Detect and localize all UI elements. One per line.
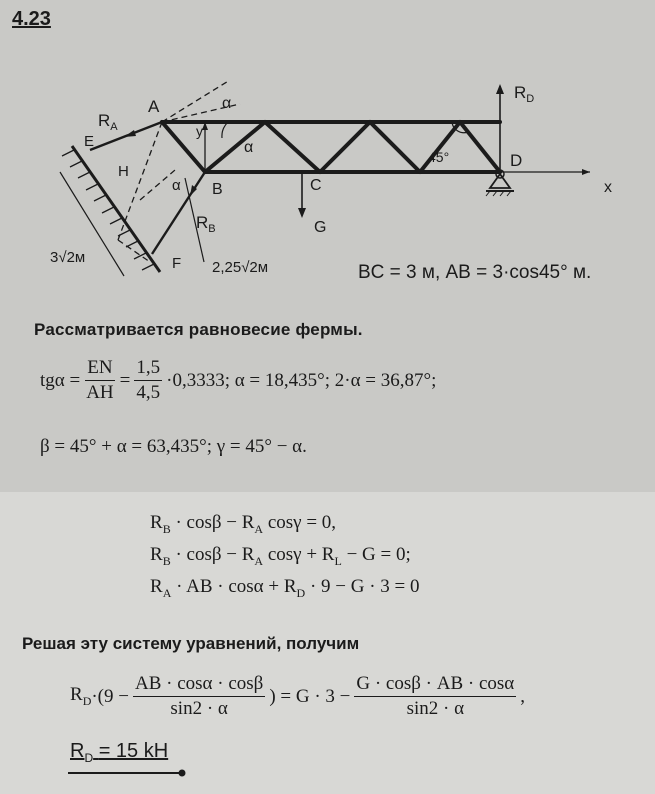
truss-diagram (0, 70, 655, 290)
force-RA-arrow (124, 130, 136, 137)
problem-number: 4.23 (12, 8, 51, 30)
label-A: A (148, 97, 160, 116)
label-E: E (84, 133, 95, 150)
equation-beta-gamma: β = 45° + α = 63,435°; γ = 45° − α. (40, 436, 307, 457)
truss-members (162, 122, 500, 172)
label-G: G (314, 219, 327, 236)
label-len-bottom: 2,25√2м (212, 259, 269, 276)
label-len-left: 3√2м (50, 249, 86, 266)
dimensions-text: BC = 3 м, AB = 3·cos45° м. (358, 262, 592, 283)
fraction-final-1: $\frac{AB \cdot \cos\alpha \cdot \cos\beta}{\sin 2 \cdot \alpha}$ (134, 673, 264, 719)
final-equation: $R_D$ ·(9 − $\frac{AB \cdot \cos\alpha \cdot \cos\beta}{\sin 2 \cdot \alpha}$ ) = G · 3 − $\frac{G \cdot \cos\beta \cdot AB \cdot \cos\alpha}{\sin 2 \cdot \alpha}$ , (70, 673, 525, 719)
fraction-final-2: $\frac{G \cdot \cos\beta \cdot AB \cdot \cos\alpha}{\sin 2 \cdot \alpha}$ (356, 673, 515, 719)
system-eq-2: $R_B \cdot \cos\beta - R_A$ $\cos\gamma + R_L - G = 0$; (150, 544, 411, 568)
label-alpha-mid: α (244, 139, 254, 156)
label-D: D (510, 151, 523, 170)
label-x: x (604, 179, 612, 196)
system-eq-3: $R_A$ · AB · $\cos\alpha + R_D \cdot 9 - G \cdot 3 = 0$ (150, 576, 420, 600)
label-alpha-top: α (222, 95, 232, 112)
angle-arc-alpha (222, 122, 228, 138)
equation-tg-alpha: tgα = $\frac{EN}{AH}$ = $\frac{1,5}{4,5}$ ·0,3333; α = 18,435°; 2·α = 36,87°; (40, 357, 437, 403)
paragraph-equilibrium: Рассматривается равновесие фермы. (34, 320, 363, 339)
label-45: 45° (428, 149, 450, 165)
label-C: C (310, 177, 322, 194)
fraction-EN-AH: $\frac{EN}{AH}$ (86, 357, 114, 403)
label-alpha-left: α (172, 177, 181, 194)
system-eq-1: $R_B \cdot \cos\beta - R_A$ cosγ = 0, (150, 512, 337, 536)
label-y: y (196, 123, 203, 139)
label-F: F (172, 255, 182, 272)
paragraph-solving: Решая эту систему уравнений, получим (22, 634, 360, 653)
answer-underline-marker (68, 768, 188, 778)
label-H: H (118, 163, 129, 180)
label-RD: $R_D$ (514, 83, 535, 105)
x-arrow (582, 169, 590, 175)
label-B: B (212, 181, 223, 198)
label-RB: $R_B$ (196, 213, 216, 235)
fraction-1.5-4.5: $\frac{1,5}{4,5}$ (136, 357, 161, 403)
answer: $R_D = 15$ kH (70, 740, 169, 765)
label-RA: $R_A$ (98, 111, 118, 133)
